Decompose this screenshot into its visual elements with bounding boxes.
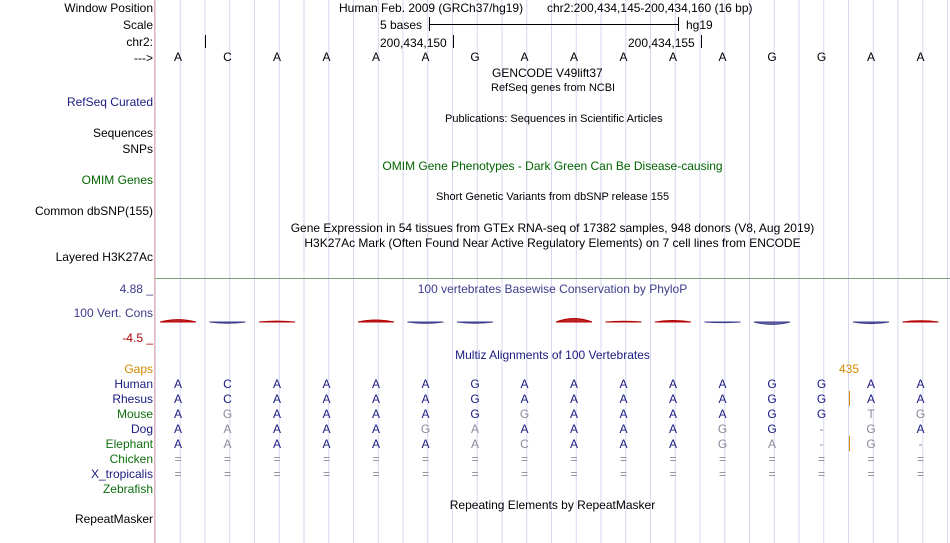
base-letter: A xyxy=(569,50,578,64)
repeatmasker-track-title[interactable]: Repeating Elements by RepeatMasker xyxy=(449,498,656,512)
alignment-base: A xyxy=(421,437,430,451)
phylop-max-label: 4.88 _ xyxy=(119,282,153,296)
alignment-base: A xyxy=(718,377,727,391)
species-label[interactable]: X_tropicalis xyxy=(90,467,153,481)
ruler-coordinate-2: 200,434,155 xyxy=(628,36,695,50)
phylop-score-bar xyxy=(358,320,394,322)
scale-db-label: hg19 xyxy=(686,18,713,32)
alignment-base: = xyxy=(174,452,182,466)
alignment-base: = xyxy=(570,452,578,466)
alignment-base: = xyxy=(768,467,776,481)
alignment-base: G xyxy=(816,377,827,391)
scale-bar-right-tick xyxy=(678,17,679,31)
alignment-base: = xyxy=(372,467,380,481)
species-label[interactable]: Rhesus xyxy=(112,392,153,406)
alignment-base: G xyxy=(816,407,827,421)
alignment-base: G xyxy=(767,392,777,406)
alignment-base: G xyxy=(717,422,728,436)
chromosome-label: chr2: xyxy=(126,35,153,49)
alignment-base: C xyxy=(223,377,232,391)
alignment-base: A xyxy=(668,422,677,436)
phylop-min-label: -4.5 _ xyxy=(122,331,153,345)
alignment-base: A xyxy=(619,407,628,421)
scale-bar-left-tick xyxy=(429,17,430,31)
alignment-base: A xyxy=(371,422,380,436)
alignment-base: A xyxy=(272,407,281,421)
base-letter: A xyxy=(866,50,875,64)
base-letter: A xyxy=(916,50,925,64)
species-label[interactable]: Mouse xyxy=(116,407,153,421)
alignment-base: A xyxy=(668,437,677,451)
alignment-base: A xyxy=(173,377,182,391)
alignment-base: G xyxy=(915,407,926,421)
gencode-track-title[interactable]: GENCODE V49lift37 xyxy=(492,66,603,80)
alignment-base: = xyxy=(273,467,281,481)
alignment-base: G xyxy=(519,407,530,421)
phylop-score-bar xyxy=(606,321,642,322)
alignment-base: A xyxy=(272,422,281,436)
alignment-base: A xyxy=(619,377,628,391)
species-label[interactable]: Elephant xyxy=(105,437,153,451)
alignment-base: A xyxy=(767,437,776,451)
alignment-base: A xyxy=(223,422,232,436)
alignment-base: A xyxy=(322,422,331,436)
alignment-base: A xyxy=(322,407,331,421)
alignment-base: A xyxy=(668,392,677,406)
alignment-base: - xyxy=(918,437,923,451)
phylop-score-bar xyxy=(853,322,889,324)
assembly-name: Human Feb. 2009 (GRCh37/hg19) xyxy=(339,1,524,15)
phylop-score-bar xyxy=(160,320,196,322)
alignment-base: A xyxy=(371,377,380,391)
phylop-score-bar xyxy=(457,322,493,323)
alignment-base: = xyxy=(322,467,330,481)
alignment-base: = xyxy=(916,467,924,481)
alignment-base: = xyxy=(669,467,677,481)
species-label[interactable]: Chicken xyxy=(109,452,153,466)
alignment-base: = xyxy=(619,467,627,481)
alignment-base: G xyxy=(470,407,480,421)
alignment-base: A xyxy=(421,407,430,421)
alignment-base: G xyxy=(767,407,777,421)
alignment-base: A xyxy=(916,377,925,391)
common-dbsnp-label[interactable]: Common dbSNP(155) xyxy=(34,204,153,218)
ruler-tick xyxy=(205,35,206,48)
h3k27ac-track-title[interactable]: H3K27Ac Mark (Often Found Near Active Regulatory Elements) on 7 cell lines from ENCODE xyxy=(304,236,801,250)
window-position: chr2:200,434,145-200,434,160 (16 bp) xyxy=(547,1,753,15)
alignment-base: A xyxy=(718,407,727,421)
base-letter: G xyxy=(816,50,827,64)
alignment-base: A xyxy=(421,392,430,406)
alignment-base: A xyxy=(866,377,875,391)
base-letter: A xyxy=(421,50,430,64)
alignment-base: A xyxy=(569,437,578,451)
sequences-label[interactable]: Sequences xyxy=(92,126,153,140)
base-letter: A xyxy=(668,50,677,64)
alignment-base: A xyxy=(223,437,232,451)
alignment-base: = xyxy=(916,452,924,466)
alignment-base: G xyxy=(470,377,480,391)
scale-label: Scale xyxy=(122,18,153,32)
alignment-base: = xyxy=(520,452,528,466)
alignment-base: = xyxy=(817,467,825,481)
base-letter: A xyxy=(619,50,628,64)
alignment-base: - xyxy=(819,422,824,436)
scale-bar xyxy=(429,24,678,25)
alignment-base: G xyxy=(470,392,480,406)
alignment-base: A xyxy=(272,392,281,406)
alignment-base: G xyxy=(767,422,777,436)
alignment-base: A xyxy=(520,392,529,406)
base-letter: G xyxy=(470,50,480,64)
phylop-score-bar xyxy=(408,322,444,323)
alignment-base: A xyxy=(619,422,628,436)
alignment-base: G xyxy=(222,407,233,421)
alignment-base: = xyxy=(223,467,231,481)
base-letter: A xyxy=(718,50,727,64)
base-letter: G xyxy=(767,50,777,64)
alignment-base: = xyxy=(669,452,677,466)
phylop-graph[interactable] xyxy=(0,296,950,340)
alignment-base: = xyxy=(520,467,528,481)
alignment-base: A xyxy=(371,407,380,421)
alignment-base: = xyxy=(867,452,875,466)
alignment-base: = xyxy=(273,452,281,466)
base-letter: A xyxy=(371,50,380,64)
alignment-base: = xyxy=(322,452,330,466)
layered-h3k27ac-label[interactable]: Layered H3K27Ac xyxy=(55,250,153,264)
alignment-base: A xyxy=(916,392,925,406)
alignment-base: C xyxy=(520,437,529,451)
base-letter: C xyxy=(223,50,232,64)
alignment-base: A xyxy=(173,422,182,436)
multiz-track-title[interactable]: Multiz Alignments of 100 Vertebrates xyxy=(455,348,650,362)
alignment-base: - xyxy=(819,437,824,451)
alignment-base: C xyxy=(223,392,232,406)
alignment-base: A xyxy=(173,392,182,406)
base-letter: A xyxy=(322,50,331,64)
alignment-base: A xyxy=(718,392,727,406)
alignment-base: A xyxy=(520,422,529,436)
alignment-base: = xyxy=(867,467,875,481)
ruler-coordinate-1: 200,434,150 xyxy=(380,36,447,50)
refseq-curated-label[interactable]: RefSeq Curated xyxy=(66,95,153,109)
phylop-score-bar xyxy=(259,321,295,322)
alignment-base: A xyxy=(173,437,182,451)
phylop-track-label[interactable]: 100 Vert. Cons xyxy=(73,306,153,320)
alignment-base: A xyxy=(371,437,380,451)
alignment-base: = xyxy=(174,467,182,481)
phylop-score-bar xyxy=(210,322,246,323)
window-position-label: Window Position xyxy=(64,1,153,15)
gaps-value: 435 xyxy=(839,362,860,376)
phylop-score-bar xyxy=(655,321,691,323)
alignment-base: = xyxy=(421,452,429,466)
alignment-base: A xyxy=(668,407,677,421)
gap-marker xyxy=(849,391,850,406)
alignment-base: A xyxy=(569,422,578,436)
phylop-score-bar xyxy=(705,322,741,323)
alignment-base: A xyxy=(371,392,380,406)
phylop-score-bar xyxy=(903,321,939,322)
base-letter: A xyxy=(272,50,281,64)
ruler-tick xyxy=(701,35,702,48)
alignment-base: A xyxy=(272,437,281,451)
alignment-base: A xyxy=(470,422,479,436)
phylop-score-bar xyxy=(754,322,790,324)
alignment-base: = xyxy=(718,467,726,481)
alignment-base: A xyxy=(569,392,578,406)
gaps-label: Gaps xyxy=(124,362,153,376)
gap-marker xyxy=(849,436,850,451)
snps-label[interactable]: SNPs xyxy=(122,142,153,156)
alignment-base: A xyxy=(916,422,925,436)
repeatmasker-label[interactable]: RepeatMasker xyxy=(74,512,153,526)
species-label[interactable]: Human xyxy=(114,377,153,391)
ruler-tick xyxy=(453,35,454,48)
alignment-base: A xyxy=(470,437,479,451)
alignment-base: = xyxy=(471,452,479,466)
refseq-track-subtitle[interactable]: RefSeq genes from NCBI xyxy=(491,82,616,94)
alignment-base: A xyxy=(520,377,529,391)
alignment-base: A xyxy=(668,377,677,391)
alignment-base: = xyxy=(421,467,429,481)
alignment-base: = xyxy=(471,467,479,481)
omim-genes-label[interactable]: OMIM Genes xyxy=(81,173,153,187)
alignment-base: G xyxy=(420,422,431,436)
phylop-track-title[interactable]: 100 vertebrates Basewise Conservation by PhyloP xyxy=(417,282,688,296)
track-separator xyxy=(155,278,950,279)
alignment-base: A xyxy=(619,392,628,406)
alignment-base: A xyxy=(322,437,331,451)
alignment-base: G xyxy=(866,422,876,436)
alignment-base: A xyxy=(322,377,331,391)
scale-bar-text: 5 bases xyxy=(380,18,423,32)
alignment-base: A xyxy=(173,407,182,421)
alignment-base: A xyxy=(569,407,578,421)
alignment-base: G xyxy=(767,377,777,391)
alignment-base: = xyxy=(718,452,726,466)
alignment-base: = xyxy=(619,452,627,466)
dbsnp-track-title[interactable]: Short Genetic Variants from dbSNP release 155 xyxy=(436,191,670,203)
alignment-base: A xyxy=(619,437,628,451)
alignment-base: = xyxy=(570,467,578,481)
alignment-base: A xyxy=(421,377,430,391)
alignment-base: T xyxy=(867,407,875,421)
alignment-base: = xyxy=(817,452,825,466)
gtex-track-title[interactable]: Gene Expression in 54 tissues from GTEx RNA-seq of 17382 samples, 948 donors (V8, Aug 2019) xyxy=(290,221,815,235)
phylop-score-bar xyxy=(556,319,592,323)
base-letter: A xyxy=(173,50,182,64)
alignment-base: A xyxy=(569,377,578,391)
alignment-base: G xyxy=(816,392,827,406)
publications-track-title[interactable]: Publications: Sequences in Scientific Articles xyxy=(445,113,663,125)
alignment-base: = xyxy=(372,452,380,466)
alignment-base: A xyxy=(272,377,281,391)
alignment-base: = xyxy=(223,452,231,466)
base-letter: A xyxy=(520,50,529,64)
alignment-base: A xyxy=(866,392,875,406)
strand-arrow-label: ---> xyxy=(134,51,153,65)
alignment-base: G xyxy=(866,437,876,451)
alignment-base: A xyxy=(322,392,331,406)
omim-track-title[interactable]: OMIM Gene Phenotypes - Dark Green Can Be Disease-causing xyxy=(382,159,723,173)
species-label[interactable]: Dog xyxy=(130,422,153,436)
species-label[interactable]: Zebrafish xyxy=(102,482,153,496)
alignment-base: G xyxy=(717,437,728,451)
alignment-base: = xyxy=(768,452,776,466)
